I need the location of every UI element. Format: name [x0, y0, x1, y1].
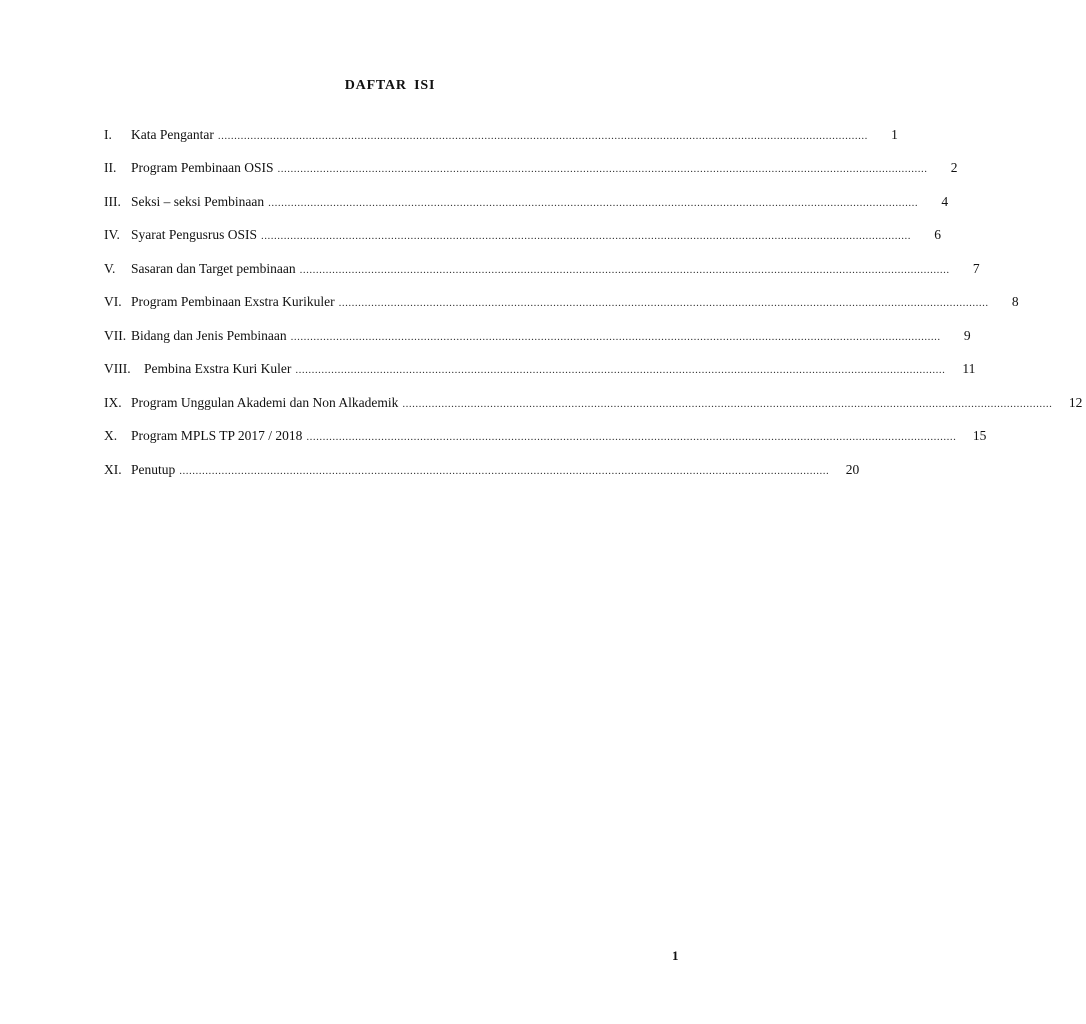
toc-entry-page: 2	[950, 160, 958, 176]
toc-entry-number: IX.	[104, 394, 122, 410]
toc-entry	[104, 453, 860, 487]
toc-entry	[104, 286, 1019, 320]
toc-entry-title: Syarat Pengusrus OSIS	[131, 227, 258, 243]
toc-entry-title: Kata Pengantar	[131, 126, 214, 142]
toc-entry-page: 11	[962, 361, 976, 377]
toc-entry	[104, 118, 898, 152]
toc-entry-number: VI.	[104, 294, 122, 310]
toc-entry-page: 6	[934, 227, 942, 243]
toc-entry	[104, 185, 949, 219]
toc-entry-number: VII.	[104, 327, 127, 343]
toc-entry-page: 9	[963, 327, 971, 343]
dot-leader: ........................................................................................................................................................................................................	[268, 196, 919, 209]
toc-entry	[104, 319, 971, 353]
toc-entry-page: 7	[972, 260, 980, 276]
toc-entry-page: 20	[845, 461, 860, 477]
dot-leader: ........................................................................................................................................................................................................	[338, 297, 989, 310]
toc-entry	[104, 386, 1083, 420]
toc-entry	[104, 219, 942, 253]
page-title: DAFTAR ISI	[344, 78, 436, 93]
toc-entry-page: 4	[941, 193, 949, 209]
toc-entry-number: II.	[104, 160, 117, 176]
toc-entry-title: Program MPLS TP 2017 / 2018	[131, 428, 303, 444]
toc-entry-title: Pembina Exstra Kuri Kuler	[144, 361, 292, 377]
toc-entry-title: Bidang dan Jenis Pembinaan	[131, 327, 287, 343]
toc-entry-page: 1	[891, 126, 898, 142]
dot-leader: ........................................................................................................................................................................................................	[261, 230, 912, 243]
toc-entry-title: Penutup	[131, 461, 176, 477]
dot-leader: ........................................................................................................................................................................................................	[402, 397, 1053, 410]
toc-entry-page: 8	[1011, 294, 1019, 310]
dot-leader: ........................................................................................................................................................................................................	[295, 364, 946, 377]
page-number: 1	[672, 948, 679, 963]
toc-entry-title: Sasaran dan Target pembinaan	[131, 260, 296, 276]
toc-entry-page: 15	[972, 428, 987, 444]
dot-leader: ........................................................................................................................................................................................................	[306, 431, 957, 444]
toc-entry-number: I.	[104, 126, 112, 142]
dot-leader: ........................................................................................................................................................................................................	[179, 464, 830, 477]
toc-entry	[104, 252, 980, 286]
table-of-contents	[104, 118, 1083, 487]
toc-entry-number: VIII.	[104, 361, 131, 377]
toc-entry-title: Program Pembinaan Exstra Kurikuler	[131, 294, 335, 310]
dot-leader: ........................................................................................................................................................................................................	[277, 163, 928, 176]
toc-entry-number: X.	[104, 428, 118, 444]
toc-entry-title: Program Unggulan Akademi dan Non Alkademik	[131, 394, 399, 410]
toc-entry-number: V.	[104, 260, 116, 276]
toc-entry-title: Program Pembinaan OSIS	[131, 160, 274, 176]
toc-entry-number: IV.	[104, 227, 120, 243]
toc-entry	[104, 152, 958, 186]
toc-entry	[104, 420, 987, 454]
toc-entry-page: 12	[1068, 394, 1083, 410]
dot-leader: ........................................................................................................................................................................................................	[299, 263, 950, 276]
toc-entry-title: Seksi – seksi Pembinaan	[131, 193, 265, 209]
toc-entry	[104, 353, 976, 387]
toc-entry-number: III.	[104, 193, 121, 209]
dot-leader: ........................................................................................................................................................................................................	[217, 129, 868, 142]
toc-entry-number: XI.	[104, 461, 122, 477]
dot-leader: ........................................................................................................................................................................................................	[290, 330, 941, 343]
